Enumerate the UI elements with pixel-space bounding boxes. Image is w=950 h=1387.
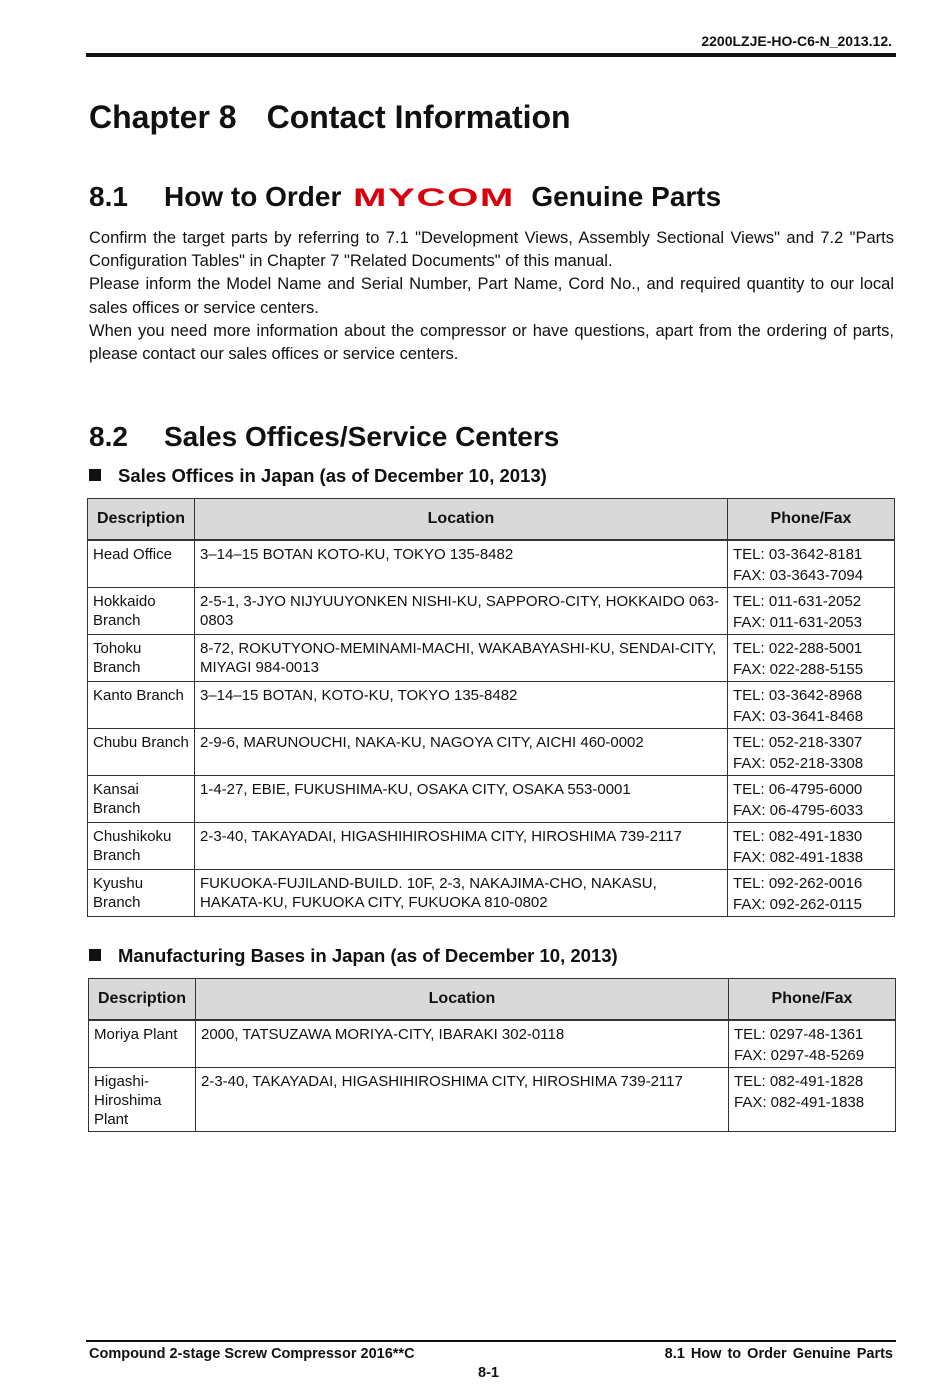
- cell-phone-fax: [728, 729, 895, 776]
- manufacturing-heading-text: Manufacturing Bases in Japan (as of December 10, 2013): [118, 945, 618, 966]
- fax-number: FAX: 06-4795-6033: [733, 802, 864, 819]
- sales-offices-heading: [89, 465, 547, 487]
- intro-paragraph: Confirm the target parts by referring to 7.1 "Development Views, Assembly Sectional Views" and 7.2 "Parts Configuration Tables" in Chapter 7 "Related Documents" of this manual.: [89, 229, 894, 271]
- fax-number: FAX: 03-3641-8468: [733, 708, 864, 725]
- table-row: [88, 823, 895, 870]
- header-rule: [86, 53, 896, 57]
- cell-location: 8-72, ROKUTYONO-MEMINAMI-MACHI, WAKABAYASHI-KU, SENDAI-CITY, MIYAGI 984-0013: [195, 635, 728, 682]
- section-title-end: Genuine Parts: [531, 181, 722, 212]
- sales-offices-heading-text: Sales Offices in Japan (as of December 10, 2013): [118, 465, 547, 486]
- column-header-location: Location: [196, 979, 729, 1021]
- cell-location: 3–14–15 BOTAN KOTO-KU, TOKYO 135-8482: [195, 540, 728, 588]
- cell-location: 2-3-40, TAKAYADAI, HIGASHIHIROSHIMA CITY, HIROSHIMA 739-2117: [196, 1068, 729, 1132]
- fax-number: FAX: 03-3643-7094: [733, 567, 864, 584]
- cell-phone-fax: [728, 776, 895, 823]
- section-number: 8.2: [89, 421, 128, 452]
- fax-number: FAX: 052-218-3308: [733, 755, 864, 772]
- section-title-start: How to Order: [164, 181, 342, 212]
- telephone-number: TEL: 03-3642-8181: [733, 546, 863, 563]
- telephone-number: TEL: 022-288-5001: [733, 640, 863, 657]
- telephone-number: TEL: 06-4795-6000: [733, 781, 863, 798]
- cell-phone-fax: [728, 823, 895, 870]
- cell-description: Chushikoku Branch: [88, 823, 195, 870]
- cell-location: 3–14–15 BOTAN, KOTO-KU, TOKYO 135-8482: [195, 682, 728, 729]
- cell-description: Moriya Plant: [89, 1020, 196, 1068]
- cell-description: Kanto Branch: [88, 682, 195, 729]
- chapter-title: [89, 99, 571, 136]
- cell-description: Chubu Branch: [88, 729, 195, 776]
- footer-section: 8.1 How to Order Genuine Parts: [664, 1346, 893, 1362]
- section-8-2-heading: [89, 421, 559, 453]
- fax-number: FAX: 022-288-5155: [733, 661, 864, 678]
- column-header-location: Location: [195, 499, 728, 541]
- table-row: [88, 588, 895, 635]
- cell-phone-fax: [728, 540, 895, 588]
- table-row: [88, 729, 895, 776]
- cell-phone-fax: [728, 682, 895, 729]
- table-row: [88, 776, 895, 823]
- fax-number: FAX: 011-631-2053: [733, 614, 862, 631]
- section-number: 8.1: [89, 181, 128, 212]
- telephone-number: TEL: 011-631-2052: [733, 593, 862, 610]
- fax-number: FAX: 082-491-1838: [733, 849, 864, 866]
- intro-paragraph: Please inform the Model Name and Serial Number, Part Name, Cord No., and required quantity to our local sales offices or service centers.: [89, 275, 894, 317]
- manufacturing-heading: [89, 945, 618, 967]
- cell-location: 2000, TATSUZAWA MORIYA-CITY, IBARAKI 302-0118: [196, 1020, 729, 1068]
- cell-location: 1-4-27, EBIE, FUKUSHIMA-KU, OSAKA CITY, OSAKA 553-0001: [195, 776, 728, 823]
- page-number: 8-1: [478, 1365, 499, 1381]
- telephone-number: TEL: 03-3642-8968: [733, 687, 863, 704]
- footer-model: Compound 2-stage Screw Compressor 2016**C: [89, 1346, 415, 1362]
- fax-number: FAX: 092-262-0115: [733, 896, 862, 913]
- cell-phone-fax: [728, 635, 895, 682]
- column-header-description: Description: [89, 979, 196, 1021]
- cell-description: Head Office: [88, 540, 195, 588]
- intro-text: [89, 227, 894, 366]
- fax-number: FAX: 0297-48-5269: [734, 1047, 865, 1064]
- intro-paragraph: When you need more information about the compressor or have questions, apart from the ordering of parts, please contact our sales offices or service centers.: [89, 321, 894, 364]
- telephone-number: TEL: 0297-48-1361: [734, 1026, 864, 1043]
- column-header-phone-fax: Phone/Fax: [729, 979, 896, 1021]
- table-row: [88, 682, 895, 729]
- chapter-number: Chapter 8: [89, 99, 237, 135]
- section-8-1-heading: [89, 181, 721, 213]
- cell-phone-fax: [728, 870, 895, 917]
- cell-location: 2-9-6, MARUNOUCHI, NAKA-KU, NAGOYA CITY, AICHI 460-0002: [195, 729, 728, 776]
- cell-location: FUKUOKA-FUJILAND-BUILD. 10F, 2-3, NAKAJIMA-CHO, NAKASU, HAKATA-KU, FUKUOKA CITY, FUKUOKA 810-0802: [195, 870, 728, 917]
- cell-phone-fax: [729, 1020, 896, 1068]
- table-row: [88, 540, 895, 588]
- document-id: 2200LZJE-HO-C6-N_2013.12.: [701, 33, 892, 49]
- cell-description: Kansai Branch: [88, 776, 195, 823]
- cell-phone-fax: [729, 1068, 896, 1132]
- telephone-number: TEL: 082-491-1828: [734, 1073, 864, 1090]
- column-header-description: Description: [88, 499, 195, 541]
- section-title: Sales Offices/Service Centers: [164, 421, 560, 452]
- column-header-phone-fax: Phone/Fax: [728, 499, 895, 541]
- table-header-row: [89, 979, 896, 1021]
- cell-location: 2-5-1, 3-JYO NIJYUUYONKEN NISHI-KU, SAPPORO-CITY, HOKKAIDO 063-0803: [195, 588, 728, 635]
- cell-description: Higashi-Hiroshima Plant: [89, 1068, 196, 1132]
- table-header-row: [88, 499, 895, 541]
- mycom-logo: [353, 186, 517, 208]
- chapter-name: Contact Information: [266, 99, 571, 135]
- mycom-logo-text: MYCOM: [353, 186, 516, 208]
- table-row: [89, 1020, 896, 1068]
- cell-description: Hokkaido Branch: [88, 588, 195, 635]
- sales-offices-table: [87, 498, 895, 917]
- cell-phone-fax: [728, 588, 895, 635]
- manufacturing-table: [88, 978, 896, 1132]
- cell-description: Kyushu Branch: [88, 870, 195, 917]
- square-bullet-icon: [89, 949, 101, 961]
- table-row: [88, 870, 895, 917]
- square-bullet-icon: [89, 469, 101, 481]
- fax-number: FAX: 082-491-1838: [734, 1094, 865, 1111]
- cell-description: Tohoku Branch: [88, 635, 195, 682]
- cell-location: 2-3-40, TAKAYADAI, HIGASHIHIROSHIMA CITY, HIROSHIMA 739-2117: [195, 823, 728, 870]
- telephone-number: TEL: 052-218-3307: [733, 734, 863, 751]
- table-row: [89, 1068, 896, 1132]
- telephone-number: TEL: 092-262-0016: [733, 875, 863, 892]
- table-row: [88, 635, 895, 682]
- footer-rule: [86, 1340, 896, 1342]
- telephone-number: TEL: 082-491-1830: [733, 828, 863, 845]
